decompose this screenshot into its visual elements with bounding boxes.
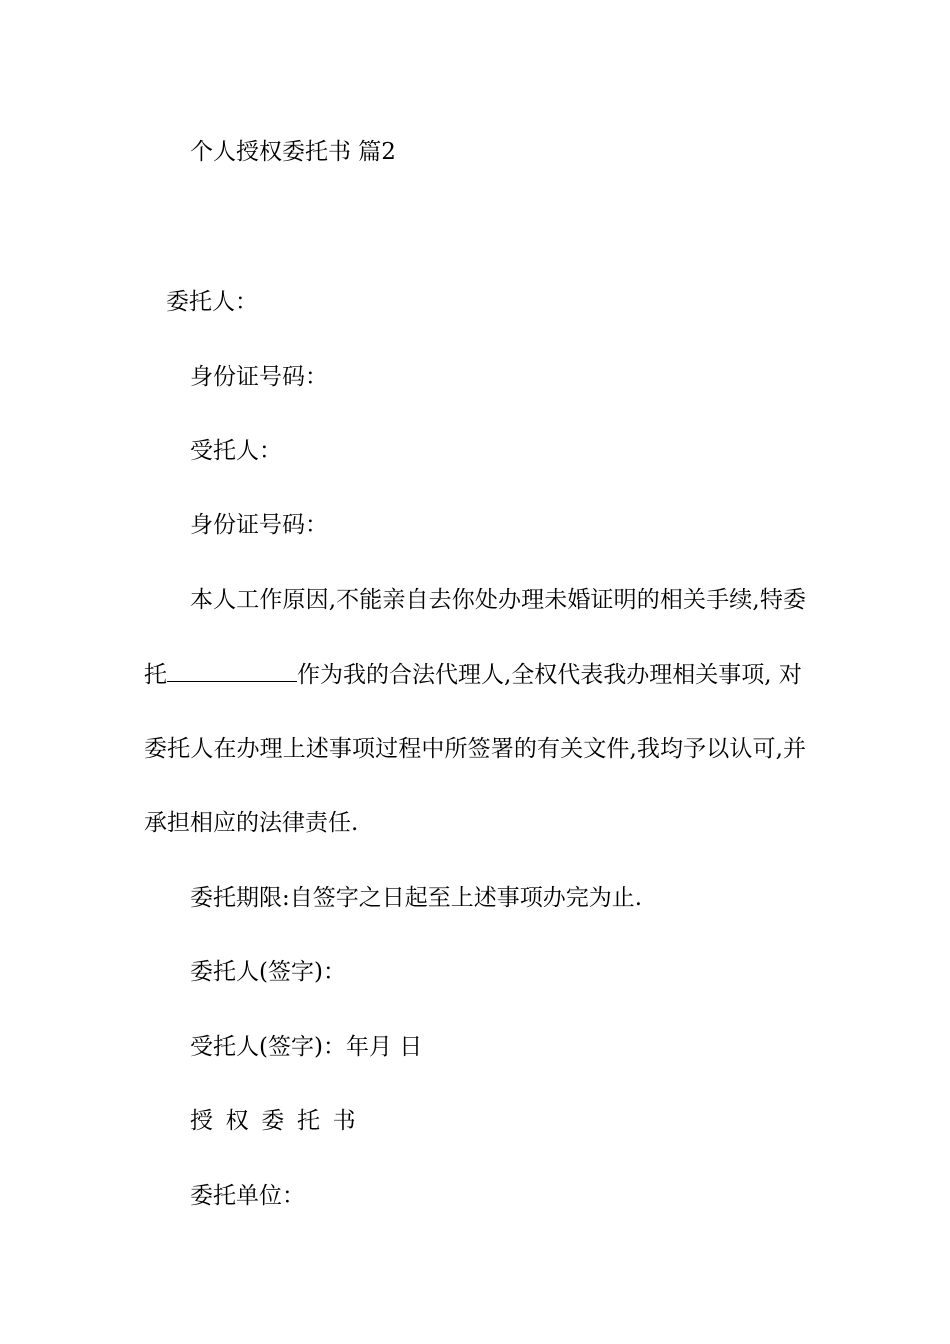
body-line-3 <box>144 734 806 764</box>
principal-label: 委托人： <box>166 289 258 315</box>
principal-signature: 委托人(签字)： <box>190 959 346 985</box>
body-line-1-text: 本人工作原因,不能亲自去你处办理未婚证明的相关手续,特委 <box>190 587 806 613</box>
body-line-4: 承担相应的法律责任. <box>144 810 359 836</box>
body-line-2-suffix: 作为我的合法代理人,全权代表我办理相关事项, 对 <box>297 662 802 688</box>
authorization-term: 委托期限:自签字之日起至上述事项办完为止. <box>190 885 643 911</box>
document-title: 个人授权委托书 篇2 <box>190 139 396 165</box>
principal-id-label: 身份证号码： <box>190 364 328 390</box>
agent-id-label: 身份证号码： <box>190 512 328 538</box>
unit-label: 委托单位： <box>190 1183 305 1209</box>
agent-label: 受托人： <box>190 438 282 464</box>
body-line-2 <box>144 660 802 690</box>
agent-name-blank <box>167 663 297 682</box>
body-line-3-text: 委托人在办理上述事项过程中所签署的有关文件,我均予以认可,并 <box>144 736 806 762</box>
body-line-1 <box>190 585 806 615</box>
agent-signature-date: 受托人(签字)：年月 日 <box>190 1034 423 1060</box>
body-line-2-prefix: 托 <box>144 662 167 688</box>
section-title: 授权委托书 <box>190 1108 369 1134</box>
